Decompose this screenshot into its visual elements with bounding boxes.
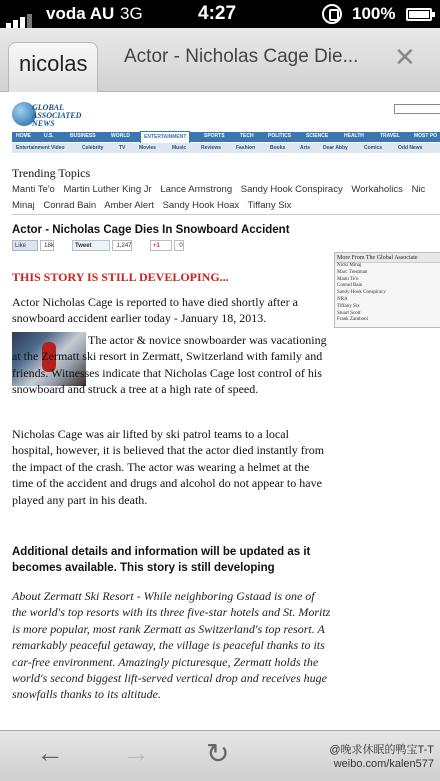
nav-science[interactable]: SCIENCE	[306, 133, 329, 139]
about-zermatt-paragraph: About Zermatt Ski Resort - While neighboring Gstaad is one of the world's top resorts with its three five-star hotels and St. Moritz is more popular, most rank Zermatt as Switzerland's top resort. A remarkably peaceful getaway, the village is peaceful thanks to its car-free environment. Amazingly picturesque, Zermatt holds the world's second biggest lift-served vertical drop and receives huge snowfalls thanks to its altitude.	[12, 589, 331, 702]
related-link[interactable]: Conrad Bain	[337, 283, 363, 289]
trending-link[interactable]: Nic	[411, 184, 426, 195]
trending-link[interactable]: Conrad Bain	[43, 200, 97, 211]
related-link[interactable]: Sandy Hook Conspiracy	[337, 290, 386, 296]
tab-label: nicolas	[19, 51, 88, 76]
update-note: Additional details and information will be updated as it becomes available. This story is still developing	[12, 546, 311, 574]
subnav-item[interactable]: Reviews	[201, 145, 222, 151]
related-link[interactable]: NRA	[337, 296, 348, 302]
carrier-name: voda AU	[46, 4, 115, 23]
developing-banner: THIS STORY IS STILL DEVELOPING...	[12, 270, 229, 284]
article-paragraph: The actor & novice snowboarder was vacationing at the Zermatt ski resort in Zermatt, Switzerland with family and friends. Witnesses indicate that Nicholas Cage lost control of his snowboard and struck a tree at a high rate of speed.	[12, 333, 327, 397]
article-paragraph: Nicholas Cage was air lifted by ski patrol teams to a local hospital, however, it is believed that the actor died instantly from the impact of the crash. The actor was wearing a helmet at the time of the accident and drugs and alcohol do not appear to have played any part in his death.	[12, 427, 325, 507]
google-plus-button[interactable]: +1	[150, 240, 172, 251]
trending-link[interactable]: Workaholics	[351, 184, 403, 195]
nav-sports[interactable]: SPORTS	[204, 133, 225, 139]
trending-link[interactable]: Martin Luther King Jr	[63, 184, 152, 195]
trending-topics-row	[12, 184, 431, 195]
subnav-item[interactable]: Music	[172, 145, 187, 151]
trending-topics-row	[12, 200, 297, 211]
related-links-title: More From The Global Associate	[335, 253, 440, 263]
facebook-like-count: 18k	[40, 240, 54, 251]
nav-us[interactable]: U.S.	[44, 133, 54, 139]
facebook-like-button[interactable]: Like	[12, 240, 38, 251]
trending-link[interactable]: Manti Te'o	[12, 184, 55, 195]
subnav-item[interactable]: Dear Abby	[323, 145, 348, 151]
trending-link[interactable]: Sandy Hook Hoax	[162, 200, 240, 211]
subnav-item[interactable]: Books	[270, 145, 286, 151]
site-nav	[12, 132, 440, 142]
nav-travel[interactable]: TRAVEL	[380, 133, 400, 139]
page-title[interactable]: Actor - Nicholas Cage Die...	[124, 46, 359, 67]
watermark: @晚求休眠的鸭宝T-T weibo.com/kalen577	[329, 744, 434, 770]
google-plus-count: 0	[174, 240, 184, 251]
divider	[12, 214, 440, 215]
related-link[interactable]: Frank Zamboni	[337, 317, 368, 323]
nav-business[interactable]: BUSINESS	[70, 133, 96, 139]
subnav-item[interactable]: Celebrity	[82, 145, 104, 151]
subnav-item[interactable]: Comics	[364, 145, 383, 151]
site-logo[interactable]: GLOBAL ASSOCIATED NEWS	[12, 102, 102, 128]
nav-politics[interactable]: POLITICS	[268, 133, 292, 139]
trending-link[interactable]: Minaj	[12, 200, 35, 211]
trending-link[interactable]: Sandy Hook Conspiracy	[240, 184, 343, 195]
subnav-item[interactable]: TV	[119, 145, 126, 151]
related-link[interactable]: Nicki Minaj	[337, 263, 362, 268]
nav-world[interactable]: WORLD	[111, 133, 130, 139]
related-link[interactable]: Tiffany Six	[337, 303, 360, 309]
browser-tab-bar	[0, 28, 440, 92]
trending-topics-title: Trending Topics	[12, 166, 91, 180]
subnav-item[interactable]: Fashion	[236, 145, 256, 151]
forward-arrow-icon[interactable]: →	[122, 737, 150, 768]
nav-entertainment[interactable]: ENTERTAINMENT	[140, 131, 190, 143]
network-type: 3G	[120, 4, 143, 23]
site-search-input[interactable]	[394, 104, 440, 114]
tweet-count: 1,247	[112, 240, 132, 251]
subnav-item[interactable]: Odd News	[398, 145, 423, 151]
back-arrow-icon[interactable]: ←	[36, 737, 64, 768]
trending-link[interactable]: Lance Armstrong	[160, 184, 233, 195]
signal-strength-icon	[6, 8, 34, 28]
nav-most-popular[interactable]: MOST PO	[414, 133, 438, 139]
tweet-button[interactable]: Tweet	[72, 240, 110, 251]
browser-tab[interactable]	[8, 42, 98, 92]
reload-icon[interactable]: ↻	[206, 738, 230, 769]
site-subnav	[12, 143, 440, 153]
rotation-lock-icon	[322, 4, 342, 24]
article-headline: Actor - Nicholas Cage Dies In Snowboard Accident	[12, 224, 290, 236]
related-links-box	[334, 252, 440, 328]
subnav-item[interactable]: Movies	[139, 145, 156, 151]
trending-link[interactable]: Tiffany Six	[247, 200, 292, 211]
browser-toolbar	[0, 730, 440, 781]
battery-percentage: 100%	[352, 4, 396, 23]
nav-tech[interactable]: TECH	[240, 133, 254, 139]
close-icon[interactable]: ✕	[394, 42, 416, 72]
related-link[interactable]: Marc Trestman	[337, 269, 368, 275]
related-link[interactable]: Manti Te'o	[337, 276, 359, 282]
nav-home[interactable]: HOME	[16, 133, 31, 139]
related-link[interactable]: Stuart Scott	[337, 310, 361, 316]
battery-icon	[406, 8, 432, 21]
nav-health[interactable]: HEALTH	[344, 133, 364, 139]
web-page	[0, 92, 440, 730]
article-paragraph: Actor Nicholas Cage is reported to have died shortly after a snowboard accident earlier today - January 18, 2013.	[12, 295, 298, 326]
trending-link[interactable]: Amber Alert	[104, 200, 154, 211]
status-bar	[0, 0, 440, 28]
subnav-item[interactable]: Arts	[300, 145, 311, 151]
clock: 4:27	[198, 3, 237, 24]
subnav-item[interactable]: Entertainment Video	[16, 145, 65, 151]
